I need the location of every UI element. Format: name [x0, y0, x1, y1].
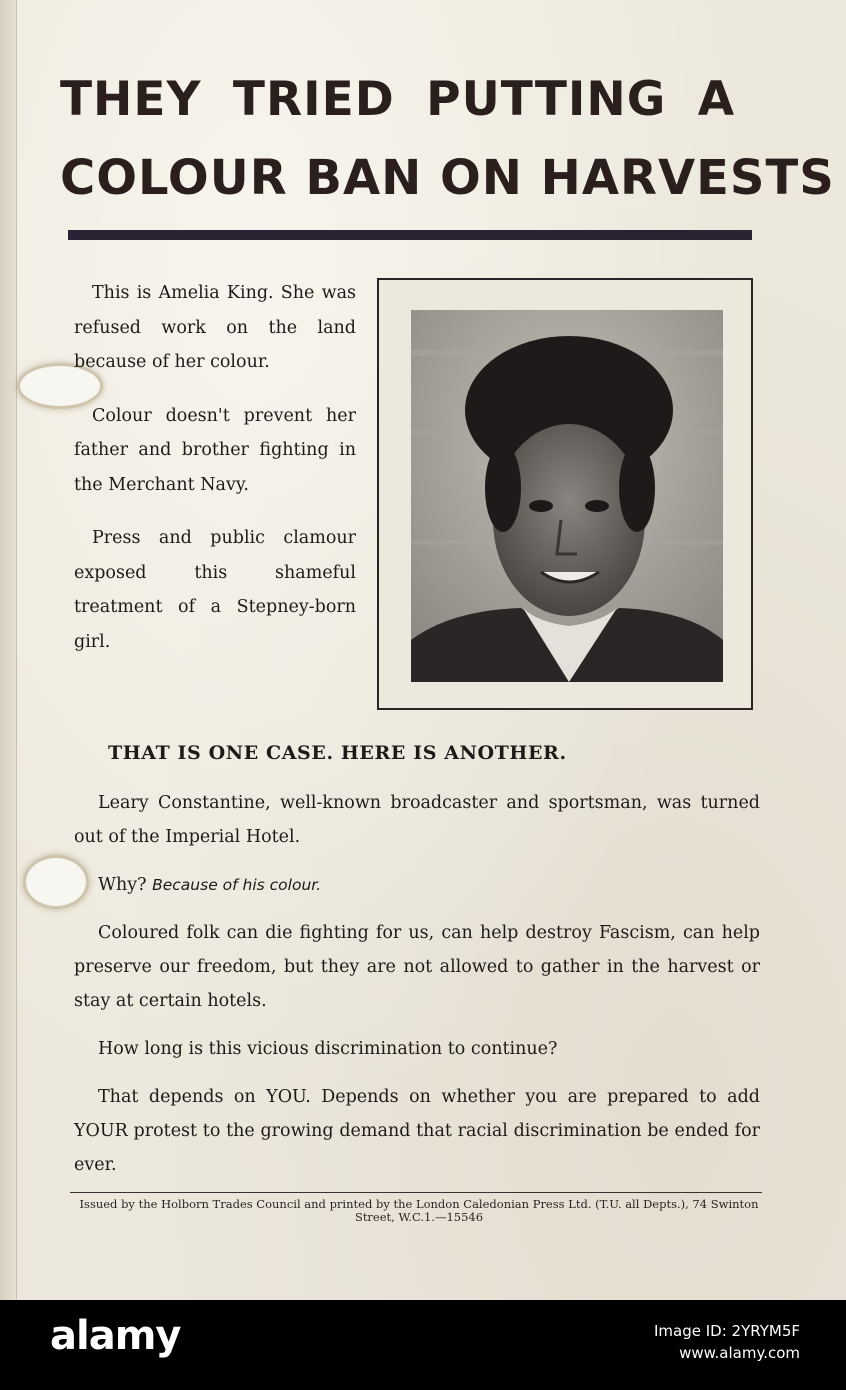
torn-binding-edge — [0, 0, 17, 1300]
printer-imprint: Issued by the Holborn Trades Council and printed by the London Caledonian Press Ltd. (T.U. all Depts.), 74 Swinton Street, W.C.1.—15546 — [79, 1197, 759, 1224]
body-paragraph-how-long: How long is this vicious discrimination to continue? — [98, 1039, 558, 1059]
photo-frame — [377, 278, 753, 710]
body-text — [74, 786, 760, 1196]
body-paragraph-constantine: Leary Constantine, well-known broadcaster and sportsman, was turned out of the Imperial Hotel. — [74, 793, 760, 847]
why-lead: Why? — [98, 875, 147, 895]
portrait-illustration — [411, 310, 723, 682]
headline-line-1: THEY TRIED PUTTING A — [60, 72, 736, 127]
stock-site-url: www.alamy.com — [679, 1344, 800, 1362]
why-answer: Because of his colour. — [152, 876, 322, 894]
intro-paragraph-3: Press and public clamour exposed this shameful treatment of a Stepney-born girl. — [74, 528, 356, 652]
headline-rule — [68, 230, 752, 240]
intro-column — [74, 276, 356, 678]
portrait-photo — [411, 310, 723, 682]
stock-logo: alamy — [50, 1313, 181, 1359]
imprint-rule — [70, 1192, 762, 1193]
subhead: THAT IS ONE CASE. HERE IS ANOTHER. — [108, 742, 567, 764]
stock-image-info — [654, 1320, 800, 1364]
headline-line-2: COLOUR BAN ON HARVESTS — [60, 150, 835, 206]
body-paragraph-depends-on-you: That depends on YOU. Depends on whether you are prepared to add YOUR protest to the growing demand that racial discrimination be ended for ever. — [74, 1087, 760, 1175]
stock-image-id: Image ID: 2YRYM5F — [654, 1322, 800, 1340]
intro-paragraph-1: This is Amelia King. She was refused work on the land because of her colour. — [74, 283, 356, 372]
body-paragraph-why — [74, 868, 760, 902]
body-paragraph-coloured-folk: Coloured folk can die fighting for us, can help destroy Fascism, can help preserve our freedom, but they are not allowed to gather in the harvest or stay at certain hotels. — [74, 923, 760, 1011]
intro-paragraph-2: Colour doesn't prevent her father and brother fighting in the Merchant Navy. — [74, 405, 356, 495]
